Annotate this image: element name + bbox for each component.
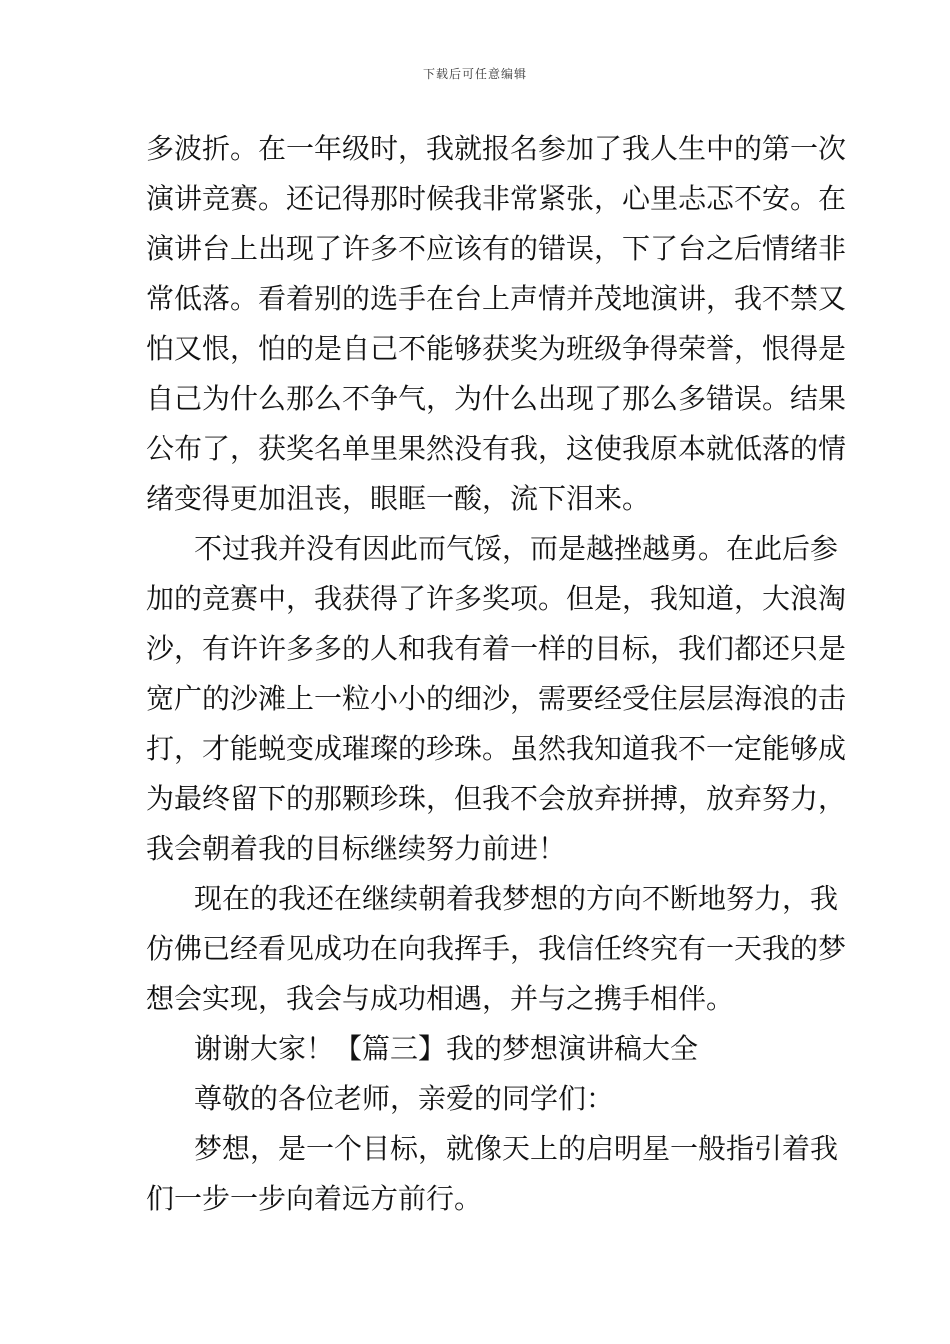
salutation-line: 尊敬的各位老师，亲爱的同学们： <box>194 1082 615 1115</box>
body-line: 公布了，获奖名单里果然没有我，这使我原本就低落的情 <box>146 432 847 465</box>
body-line: 想会实现，我会与成功相遇，并与之携手相伴。 <box>146 982 735 1015</box>
body-line: 怕又恨，怕的是自己不能够获奖为班级争得荣誉，恨得是 <box>146 332 847 365</box>
paragraph-first-line: 现在的我还在继续朝着我梦想的方向不断地努力，我 <box>194 882 839 915</box>
paragraph-first-line: 不过我并没有因此而气馁，而是越挫越勇。在此后参 <box>194 532 839 565</box>
page-header: 下载后可任意编辑 <box>422 67 527 81</box>
body-line: 演讲台上出现了许多不应该有的错误，下了台之后情绪非 <box>146 232 847 265</box>
body-line: 我会朝着我的目标继续努力前进！ <box>146 832 567 865</box>
body-line: 自己为什么那么不争气，为什么出现了那么多错误。结果 <box>146 382 847 415</box>
body-line: 加的竞赛中，我获得了许多奖项。但是，我知道，大浪淘 <box>146 582 847 615</box>
section-heading-line: 谢谢大家！【篇三】我的梦想演讲稿大全 <box>194 1032 699 1065</box>
body-line: 宽广的沙滩上一粒小小的细沙，需要经受住层层海浪的击 <box>146 682 847 715</box>
body-line: 们一步一步向着远方前行。 <box>146 1182 483 1215</box>
body-line: 为最终留下的那颗珍珠，但我不会放弃拼搏，放弃努力， <box>146 782 847 815</box>
body-line: 常低落。看着别的选手在台上声情并茂地演讲，我不禁又 <box>146 282 847 315</box>
body-line: 打，才能蜕变成璀璨的珍珠。虽然我知道我不一定能够成 <box>146 732 847 765</box>
body-line: 演讲竞赛。还记得那时候我非常紧张，心里忐忑不安。在 <box>146 182 847 215</box>
body-line: 仿佛已经看见成功在向我挥手，我信任终究有一天我的梦 <box>146 932 847 965</box>
body-line: 绪变得更加沮丧，眼眶一酸，流下泪来。 <box>146 482 651 515</box>
body-line: 多波折。在一年级时，我就报名参加了我人生中的第一次 <box>146 132 847 165</box>
paragraph-first-line: 梦想，是一个目标，就像天上的启明星一般指引着我 <box>194 1132 839 1165</box>
body-line: 沙，有许许多多的人和我有着一样的目标，我们都还只是 <box>146 632 847 665</box>
